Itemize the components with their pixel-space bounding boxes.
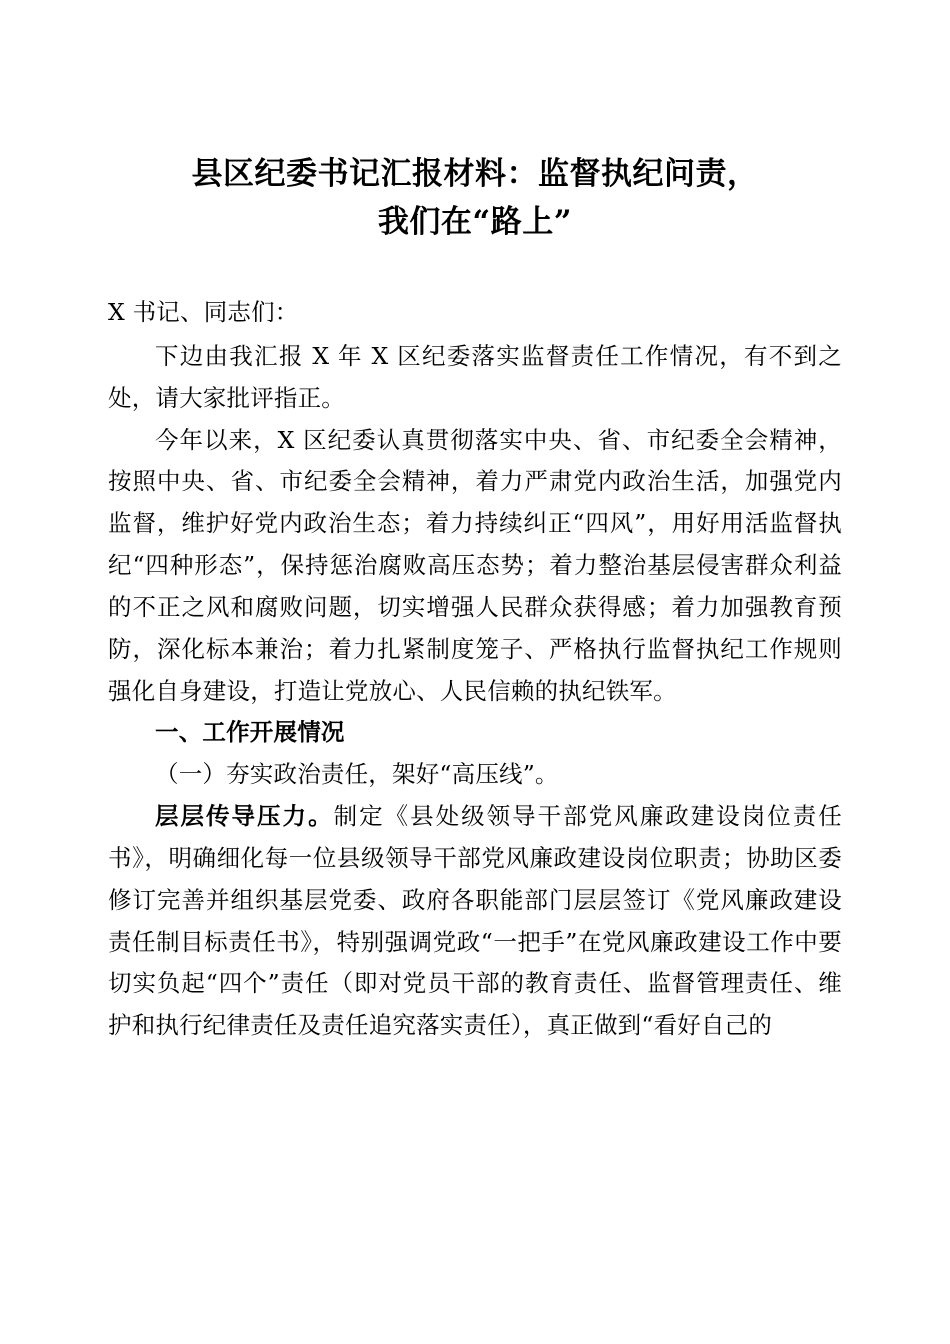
paragraph-3 bbox=[108, 796, 842, 1047]
paragraph-3-body: 制定《县处级领导干部党风廉政建设岗位责任书》，明确细化每一位县级领导干部党风廉政建设岗位职责；协助区委修订完善并组织基层党委、政府各职能部门层层签订《党风廉政建设责任制目标责任书》，特别强调党政“一把手”在党风廉政建设工作中要切实负起“四个”责任（即对党员干部的教育责任、监督管理责任、维护和执行纪律责任及责任追究落实责任），真正做到“看好自己的 bbox=[108, 802, 843, 1040]
section-heading-2: （一）夯实政治责任，架好“高压线”。 bbox=[155, 760, 559, 789]
page-title bbox=[108, 150, 842, 246]
paragraph-3-lead: 层层传导压力。 bbox=[155, 802, 334, 831]
salutation: X 书记、同志们： bbox=[108, 298, 299, 327]
page-title-line-1: 县区纪委书记汇报材料：监督执纪问责， bbox=[191, 156, 759, 192]
page-title-line-2: 我们在“路上” bbox=[377, 204, 573, 241]
section-heading-1: 一、工作开展情况 bbox=[155, 718, 345, 747]
paragraph-1: 下边由我汇报 X 年 X 区纪委落实监督责任工作情况，有不到之处，请大家批评指正。 bbox=[108, 341, 842, 412]
paragraph-2: 今年以来，X 区纪委认真贯彻落实中央、省、市纪委全会精神，按照中央、省、市纪委全会精神，着力严肃党内政治生活，加强党内监督，维护好党内政治生态；着力持续纠正“四风”，用好用活监督执纪“四种形态”，保持惩治腐败高压态势；着力整治基层侵害群众利益的不正之风和腐败问题，切实增强人民群众获得感；着力加强教育预防，深化标本兼治；着力扎紧制度笼子、严格执行监督执纪工作规则强化自身建设，打造让党放心、人民信赖的执纪铁军。 bbox=[108, 425, 842, 705]
